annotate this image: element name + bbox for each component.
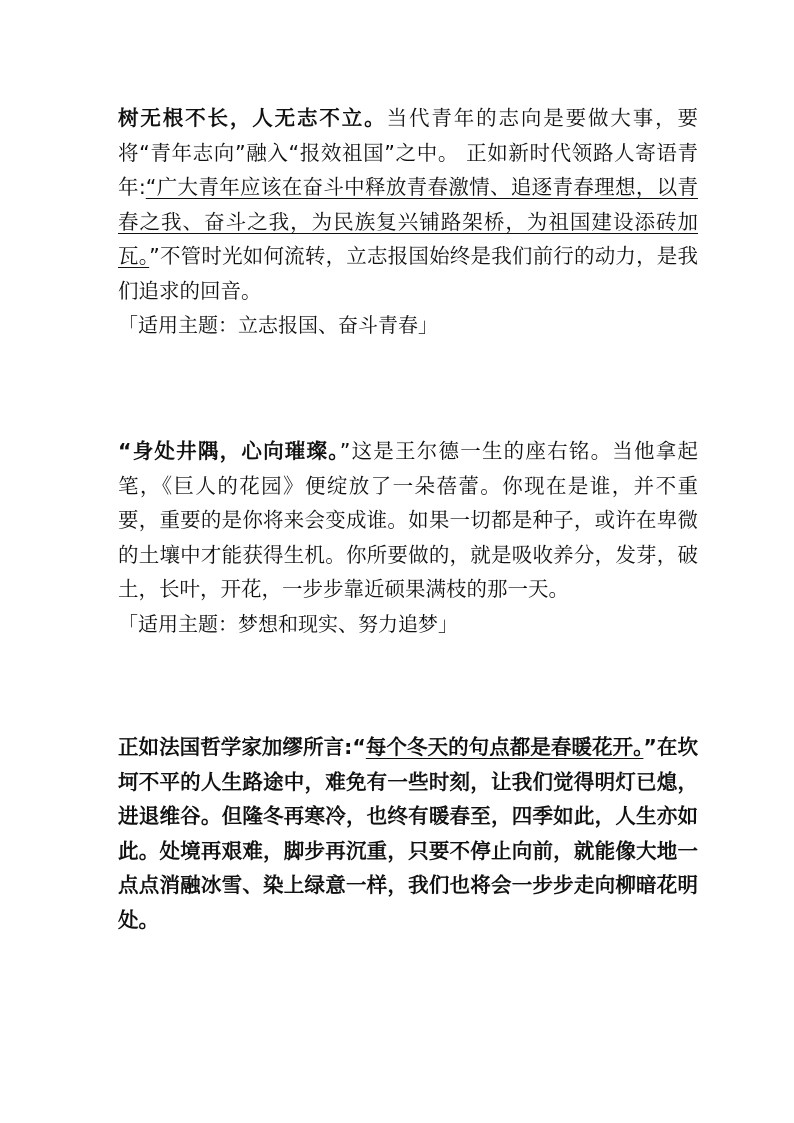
excerpt-2-text — [118, 434, 698, 607]
excerpt-2-lead: “身处井隅，心向璀璨。 — [118, 439, 340, 463]
excerpt-1-text — [118, 101, 698, 308]
essay-excerpt-2 — [118, 434, 698, 639]
excerpt-3-body: ”在坎坷不平的人生路途中，难免有一些时刻，让我们觉得明灯已熄，进退维谷。但隆冬再寒冷，也终有暖春至，四季如此，人生亦如此。处境再艰难，脚步再沉重，只要不停止向前，就能像大地一点点消融冰雪、染上绿意一样，我们也将会一步步走向柳暗花明处。 — [118, 735, 698, 932]
excerpt-3-quote: 每个冬天的句点都是春暖花开。 — [365, 735, 644, 759]
excerpt-2-theme: 「适用主题：梦想和现实、努力追梦」 — [118, 611, 458, 636]
excerpt-3-text — [118, 730, 698, 937]
excerpt-3-intro: 正如法国哲学家加缪所言:“ — [118, 735, 366, 759]
excerpt-1-conclusion: ”不管时光如何流转，立志报国始终是我们前行的动力，是我们追求的回音。 — [118, 244, 698, 303]
excerpt-1-lead: 树无根不长，人无志不立。 — [118, 106, 387, 130]
excerpt-1-theme: 「适用主题：立志报国、奋斗青春」 — [118, 313, 438, 337]
excerpt-1-intro: 当代青年的志向是要做大事，要将“青年志向”融入“报效祖国”之中。 正如新时代领路人寄语青年: — [118, 106, 699, 199]
excerpt-1-quote: “广大青年应该在奋斗中释放青春激情、追逐青春理想，以青春之我、奋斗之我，为民族复兴铺路架桥，为祖国建设添砖加瓦。 — [118, 175, 698, 268]
essay-excerpt-1 — [118, 101, 698, 340]
essay-excerpt-3 — [118, 730, 698, 937]
excerpt-2-body: ”这是王尔德一生的座右铭。当他拿起笔，《巨人的花园》便绽放了一朵蓓蕾。你现在是谁，并不重要，重要的是你将来会变成谁。如果一切都是种子，或许在卑微的土壤中才能获得生机。你所要做的，就是吸收养分，发芽，破土，长叶，开花，一步步靠近硕果满枝的那一天。 — [118, 439, 698, 601]
